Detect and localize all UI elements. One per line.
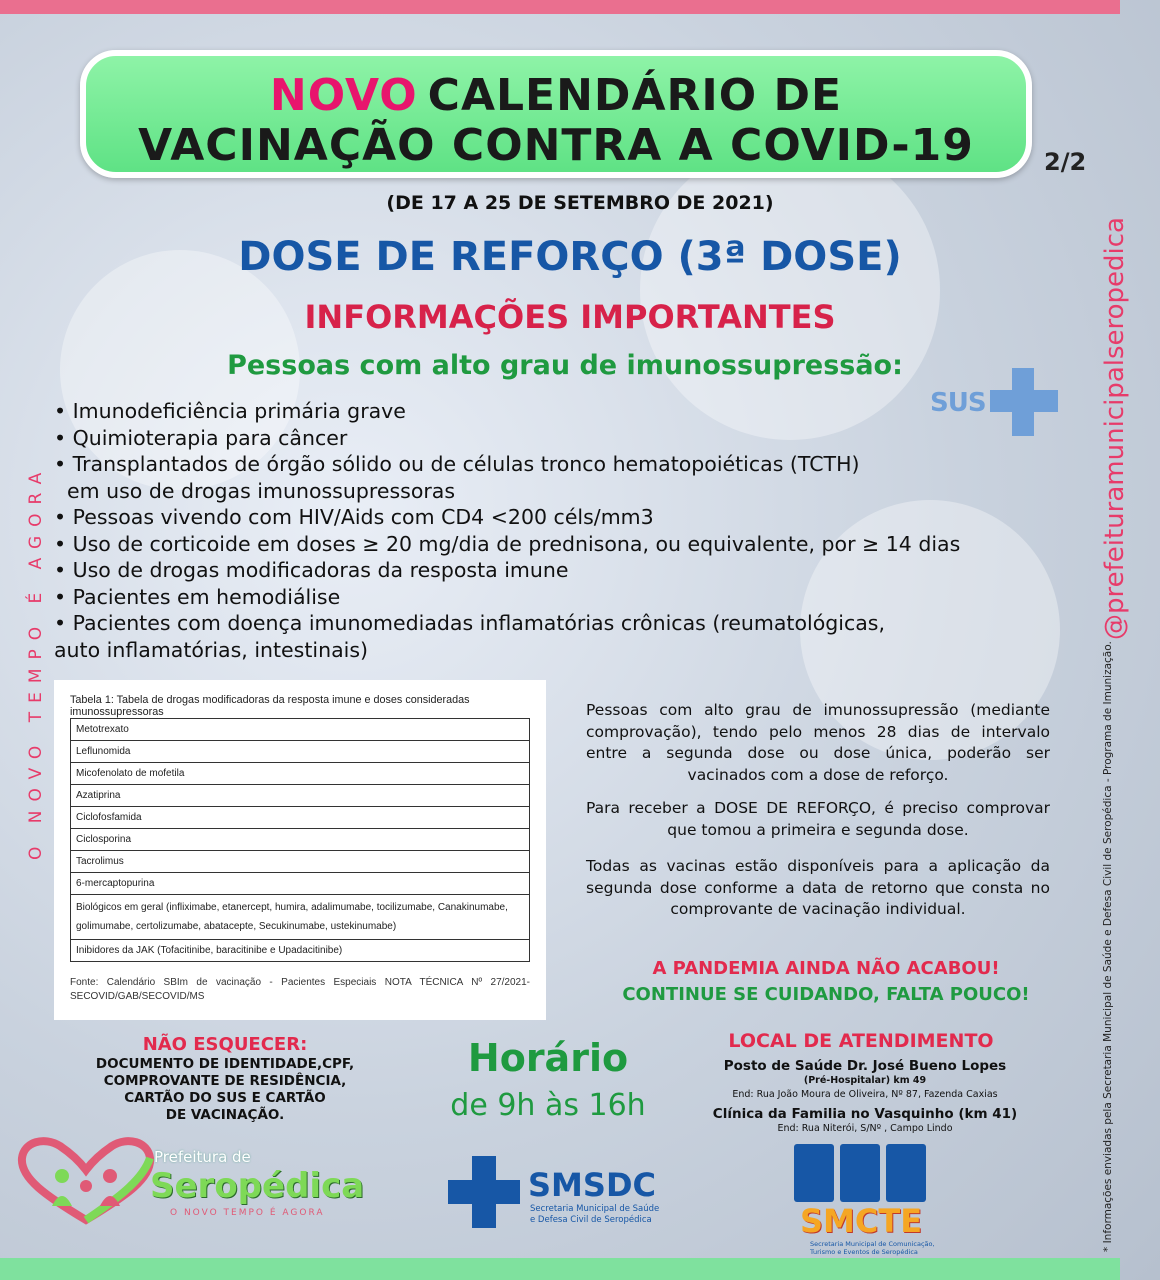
table-row bbox=[71, 895, 530, 940]
table-row bbox=[71, 940, 530, 962]
background-virus-shape bbox=[640, 140, 940, 440]
table-cell: Ciclofosfamida bbox=[71, 807, 530, 829]
top-color-bar bbox=[0, 0, 1120, 14]
remember-title: NÃO ESQUECER: bbox=[142, 1034, 308, 1055]
smsdc-logo-sub: Secretaria Municipal de Saúde bbox=[530, 1204, 660, 1214]
title-line-1-text: CALENDÁRIO DE bbox=[427, 70, 843, 121]
table-cell: Azatiprina bbox=[71, 785, 530, 807]
remember-item: DOCUMENTO DE IDENTIDADE,CPF, bbox=[95, 1056, 355, 1072]
prefeitura-logo bbox=[16, 1136, 366, 1226]
condition-item: • Quimioterapia para câncer bbox=[54, 425, 348, 450]
table-row bbox=[71, 719, 530, 741]
table-row bbox=[71, 785, 530, 807]
info-paragraph: Para receber a DOSE DE REFORÇO, é preciso comprovar que tomou a primeira e segunda dose. bbox=[586, 799, 1050, 839]
side-slogan: O NOVO TEMPO É AGORA bbox=[26, 463, 46, 860]
care-alert: CONTINUE SE CUIDANDO, FALTA POUCO! bbox=[622, 984, 1030, 1005]
info-title: INFORMAÇÕES IMPORTANTES bbox=[304, 298, 836, 336]
sus-logo-text: SUS bbox=[930, 388, 986, 418]
table-cell: Biológicos em geral (infliximabe, etanercept, humira, adalimumabe, tocilizumabe, Canakinumabe, golimumabe, certolizumabe, abatacepte, Secukinumabe, ustekinumabe) bbox=[71, 895, 530, 940]
table-cell: Leflunomida bbox=[71, 741, 530, 763]
title-novo: NOVO bbox=[269, 70, 418, 121]
smsdc-logo bbox=[448, 1156, 688, 1228]
table-row bbox=[71, 807, 530, 829]
table-row bbox=[71, 741, 530, 763]
condition-item: • Pacientes em hemodiálise bbox=[54, 584, 341, 609]
group-title: Pessoas com alto grau de imunossupressão: bbox=[227, 350, 903, 381]
tower-icon bbox=[794, 1144, 834, 1202]
table-cell: 6-mercaptopurina bbox=[71, 873, 530, 895]
pandemic-alert: A PANDEMIA AINDA NÃO ACABOU! bbox=[652, 958, 1000, 979]
title-line-2: VACINAÇÃO CONTRA A COVID-19 bbox=[138, 120, 974, 171]
condition-item: • Pessoas vivendo com HIV/Aids com CD4 <200 céls/mm3 bbox=[54, 505, 654, 529]
condition-item: • Uso de corticoide em doses ≥ 20 mg/dia de prednisona, ou equivalente, por ≥ 14 dias bbox=[54, 531, 961, 556]
table-source: Fonte: Calendário SBIm de vacinação - Pacientes Especiais NOTA TÉCNICA Nº 27/2021-SECOVID/GAB/SECOVID/MS bbox=[70, 977, 530, 1002]
table-row bbox=[71, 873, 530, 895]
condition-item: • Imunodeficiência primária grave bbox=[54, 399, 406, 423]
smcte-logo bbox=[790, 1144, 966, 1256]
drug-table-card bbox=[54, 680, 546, 1020]
location-name: Clínica da Familia no Vasquinho (km 41) bbox=[712, 1106, 1018, 1122]
health-cross-icon bbox=[448, 1156, 520, 1228]
table-cell: Inibidores da JAK (Tofacitinibe, baracitinibe e Upadacitinibe) bbox=[71, 940, 530, 962]
condition-item: auto inflamatórias, intestinais) bbox=[54, 637, 369, 662]
prefeitura-logo-name: Seropédica bbox=[150, 1166, 365, 1206]
location-address: End: Rua João Moura de Oliveira, Nº 87, Fazenda Caxias bbox=[732, 1089, 998, 1100]
heart-family-icon bbox=[16, 1136, 156, 1226]
remember-item: COMPROVANTE DE RESIDÊNCIA, bbox=[103, 1073, 347, 1089]
smcte-logo-sub: Secretaria Municipal de Comunicação, bbox=[810, 1240, 935, 1248]
table-row bbox=[71, 763, 530, 785]
hours-title: Horário bbox=[467, 1036, 629, 1080]
remember-list bbox=[70, 1056, 380, 1124]
location-title: LOCAL DE ATENDIMENTO bbox=[728, 1030, 994, 1052]
prefeitura-logo-top: Prefeitura de bbox=[154, 1148, 251, 1166]
condition-list bbox=[54, 398, 1074, 663]
location-address: End: Rua Niterói, S/Nº , Campo Lindo bbox=[777, 1123, 953, 1134]
condition-item: em uso de drogas imunossupressoras bbox=[54, 478, 456, 503]
smsdc-logo-sub: e Defesa Civil de Seropédica bbox=[530, 1215, 652, 1225]
remember-item: DE VACINAÇÃO. bbox=[165, 1107, 285, 1123]
drug-table bbox=[70, 718, 530, 962]
bottom-color-bar bbox=[0, 1258, 1120, 1280]
page-number: 2/2 bbox=[1044, 148, 1087, 176]
location-name: Posto de Saúde Dr. José Bueno Lopes bbox=[723, 1058, 1007, 1074]
prefeitura-logo-slogan: O NOVO TEMPO É AGORA bbox=[170, 1208, 325, 1218]
table-cell: Tacrolimus bbox=[71, 851, 530, 873]
condition-item: • Pacientes com doença imunomediadas inflamatórias crônicas (reumatológicas, bbox=[54, 611, 885, 635]
table-caption: Tabela 1: Tabela de drogas modificadoras da resposta imune e doses consideradas imunossupressoras bbox=[70, 694, 470, 718]
condition-item: • Transplantados de órgão sólido ou de células tronco hematopoiéticas (TCTH) bbox=[54, 452, 860, 476]
condition-item: • Uso de drogas modificadoras da resposta imune bbox=[54, 558, 569, 582]
smcte-logo-sub: Turismo e Eventos de Seropédica bbox=[810, 1248, 918, 1256]
source-credit: * Informações enviadas pela Secretaria Municipal de Saúde e Defesa Civil de Seropédica - Programa de Imunização. bbox=[1102, 641, 1114, 1252]
mask-icon bbox=[886, 1144, 926, 1202]
date-range: (DE 17 A 25 DE SETEMBRO DE 2021) bbox=[386, 192, 774, 214]
info-paragraph: Pessoas com alto grau de imunossupressão (mediante comprovação), tendo pelo menos 28 dias de intervalo entre a segunda dose ou dose única, poderão ser vacinados com a dose de reforço. bbox=[586, 701, 1050, 784]
location-sub: (Pré-Hospitalar) km 49 bbox=[803, 1075, 927, 1086]
table-cell: Micofenolato de mofetila bbox=[71, 763, 530, 785]
smcte-logo-name: SMCTE bbox=[800, 1202, 923, 1240]
hours-range: de 9h às 16h bbox=[450, 1088, 646, 1123]
table-row bbox=[71, 829, 530, 851]
dose-title: DOSE DE REFORÇO (3ª DOSE) bbox=[238, 234, 902, 280]
title-banner bbox=[80, 50, 1032, 178]
info-paragraph: Todas as vacinas estão disponíveis para a aplicação da segunda dose conforme a data de retorno que consta no comprovante de vacinação individual. bbox=[586, 857, 1050, 918]
table-row bbox=[71, 851, 530, 873]
table-cell: Metotrexato bbox=[71, 719, 530, 741]
palm-tree-icon bbox=[840, 1144, 880, 1202]
title-line-1 bbox=[86, 70, 1026, 121]
remember-item: CARTÃO DO SUS E CARTÃO bbox=[124, 1090, 326, 1106]
smsdc-logo-name: SMSDC bbox=[528, 1166, 656, 1204]
table-cell: Ciclosporina bbox=[71, 829, 530, 851]
social-handle: @prefeituramunicipalseropedica bbox=[1100, 217, 1130, 640]
